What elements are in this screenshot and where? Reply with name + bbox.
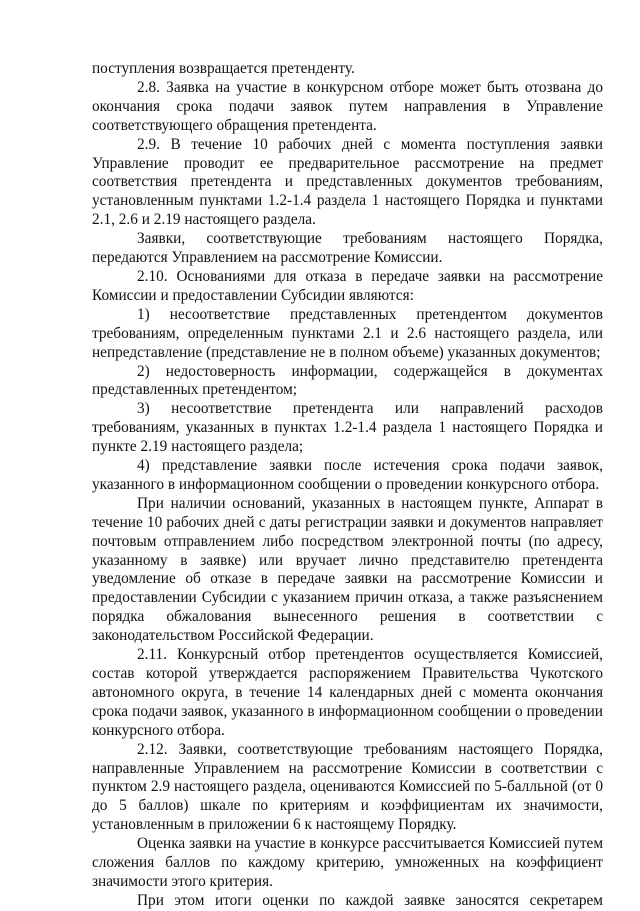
paragraph-2-8: 2.8. Заявка на участие в конкурсном отборе может быть отозвана до окончания срока подачи заявок путем направления в Управление соответствующего обращения претендента.: [92, 78, 603, 134]
paragraph-2-10: 2.10. Основаниями для отказа в передаче заявки на рассмотрение Комиссии и предоставлении Субсидии являются:: [92, 267, 603, 304]
list-item-4: 4) представление заявки после истечения срока подачи заявок, указанного в информационном сообщении о проведении конкурсного отбора.: [92, 457, 603, 493]
paragraph-2-9: 2.9. В течение 10 рабочих дней с момента поступления заявки Управление проводит ее предварительное рассмотрение на предмет соответствия претендента и представленных документов требованиям, установленным пунктами 1.2-1.4 раздела 1 настоящего Порядка и пунктами 2.1, 2.6 и 2.19 настоящего раздела.: [92, 135, 603, 229]
paragraph-evaluation: Оценка заявки на участие в конкурсе рассчитывается Комиссией путем сложения баллов по каждому критерию, умноженных на коэффициент значимости этого критерия.: [92, 835, 603, 890]
list-item-2: 2) недостоверность информации, содержащейся в документах представленных претендентом;: [92, 362, 603, 399]
paragraph-2-12: 2.12. Заявки, соответствующие требованиям настоящего Порядка, направленные Управлением на рассмотрение Комиссии в соответствии с пунктом 2.9 настоящего раздела, оцениваются Комиссией по 5-балльной (от 0 до 5 баллов) шкале по критериям и коэффициентам их значимости, установленным в приложении 6 к настоящему Порядку.: [92, 740, 603, 834]
paragraph-2-11: 2.11. Конкурсный отбор претендентов осуществляется Комиссией, состав которой утверждается распоряжением Правительства Чукотского автономного округа, в течение 14 календарных дней с момента окончания срока подачи заявок, указанного в информационном сообщении о проведении конкурсного отбора.: [92, 646, 603, 739]
list-item-1: 1) несоответствие представленных претендентом документов требованиям, определенным пунктами 2.1 и 2.6 настоящего раздела, или непредставление (представление не в полном объеме) указанных документов;: [92, 305, 603, 361]
paragraph-results-continues: При этом итоги оценки по каждой заявке заносятся секретарем: [137, 891, 603, 909]
paragraph-applications-passed: Заявки, соответствующие требованиям настоящего Порядка, передаются Управлением на рассмотрение Комиссии.: [92, 230, 603, 267]
paragraph-continuation: поступления возвращается претенденту.: [92, 60, 355, 77]
list-item-3: 3) несоответствие претендента или направлений расходов требованиям, указанных в пунктах 1.2-1.4 раздела 1 настоящего Порядка и пункте 2.19 настоящего раздела;: [92, 400, 603, 456]
paragraph-refusal-notice: При наличии оснований, указанных в настоящем пункте, Аппарат в течение 10 рабочих дней с даты регистрации заявки и документов направляет почтовым отправлением либо посредством электронной почты (по адресу, указанному в заявке) или вручает лично представителю претендента уведомление об отказе в передаче заявки на рассмотрение Комиссии и предоставлении Субсидии с указанием причин отказа, а также разъяснением порядка обжалования вынесенного решения в соответствии с законодательством Российской Федерации.: [92, 494, 603, 645]
